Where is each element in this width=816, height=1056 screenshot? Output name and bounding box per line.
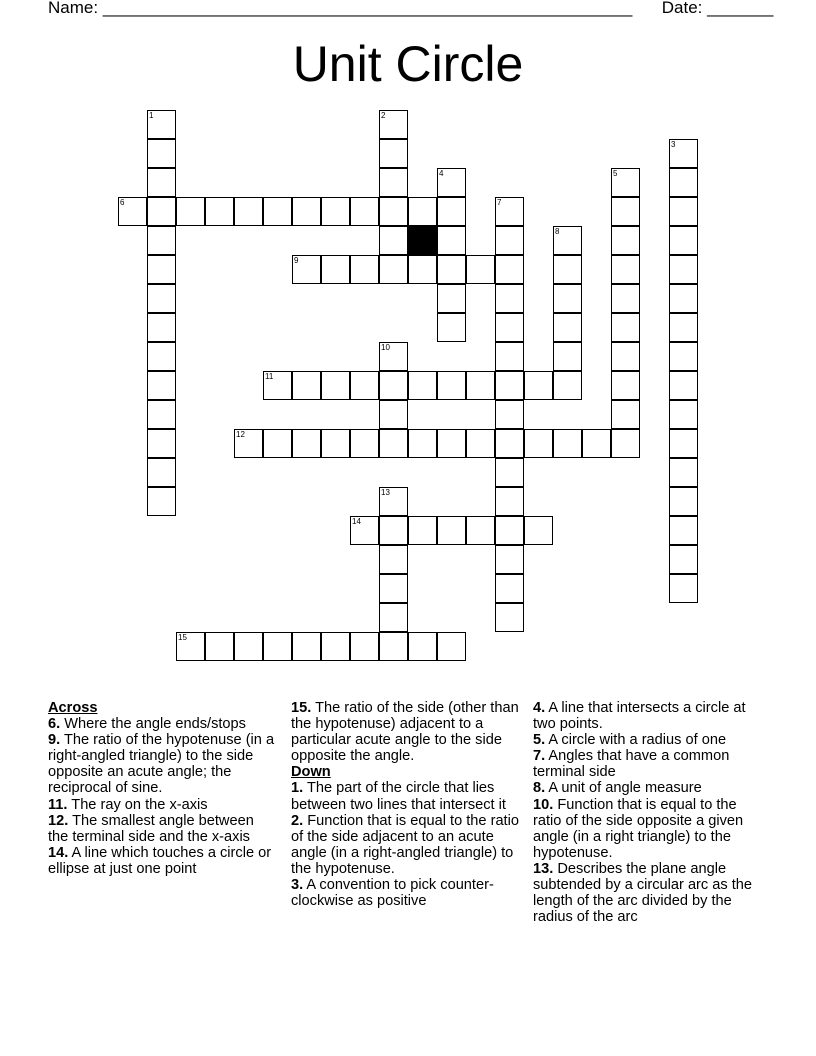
grid-cell[interactable] — [147, 197, 176, 226]
grid-cell[interactable] — [437, 197, 466, 226]
grid-cell[interactable] — [321, 632, 350, 661]
clues-column-2 — [291, 700, 526, 909]
grid-cell[interactable] — [379, 487, 408, 516]
name-label: Name: — [48, 0, 99, 17]
grid-cell[interactable] — [437, 371, 466, 400]
grid-cell[interactable] — [495, 574, 524, 603]
grid-cell[interactable] — [118, 197, 147, 226]
clue-number: 4 — [439, 169, 444, 178]
black-square — [408, 226, 437, 255]
clue-number: 15 — [178, 633, 187, 642]
clue-number: 6 — [120, 198, 125, 207]
grid-cell[interactable] — [437, 284, 466, 313]
grid-cell[interactable] — [611, 197, 640, 226]
grid-cell[interactable] — [553, 342, 582, 371]
grid-cell[interactable] — [147, 110, 176, 139]
grid-cell[interactable] — [147, 342, 176, 371]
grid-cell[interactable] — [495, 284, 524, 313]
grid-cell[interactable] — [495, 603, 524, 632]
clue-number: 7 — [497, 198, 502, 207]
grid-cell[interactable] — [495, 342, 524, 371]
grid-cell[interactable] — [611, 400, 640, 429]
grid-cell[interactable] — [205, 632, 234, 661]
clue-number: 13 — [381, 488, 390, 497]
grid-cell[interactable] — [466, 516, 495, 545]
grid-cell[interactable] — [524, 516, 553, 545]
down-clue-13: 13. Describes the plane angle subtended by a circular arc as the length of the arc divided by the radius of the arc — [533, 860, 753, 926]
grid-cell[interactable] — [379, 545, 408, 574]
grid-cell[interactable] — [495, 226, 524, 255]
grid-cell[interactable] — [669, 400, 698, 429]
grid-cell[interactable] — [292, 197, 321, 226]
grid-cell[interactable] — [292, 632, 321, 661]
down-clue-10: 10. Function that is equal to the ratio of the side opposite a given angle (in a right triangle) to the hypotenuse. — [533, 796, 744, 861]
grid-cell[interactable] — [437, 429, 466, 458]
grid-cell[interactable] — [524, 371, 553, 400]
across-clue-11: 11. The ray on the x-axis — [48, 796, 208, 813]
grid-cell[interactable] — [495, 400, 524, 429]
grid-cell[interactable] — [147, 371, 176, 400]
grid-cell[interactable] — [205, 197, 234, 226]
grid-cell[interactable] — [408, 516, 437, 545]
grid-cell[interactable] — [466, 255, 495, 284]
grid-cell[interactable] — [669, 139, 698, 168]
grid-cell[interactable] — [408, 197, 437, 226]
grid-cell[interactable] — [350, 255, 379, 284]
down-clue-7: 7. Angles that have a common terminal side — [533, 748, 730, 781]
grid-cell[interactable] — [611, 429, 640, 458]
grid-cell[interactable] — [379, 110, 408, 139]
grid-cell[interactable] — [234, 197, 263, 226]
grid-cell[interactable] — [495, 371, 524, 400]
grid-cell[interactable] — [379, 371, 408, 400]
grid-cell[interactable] — [437, 226, 466, 255]
grid-cell[interactable] — [466, 371, 495, 400]
grid-cell[interactable] — [147, 139, 176, 168]
grid-cell[interactable] — [553, 255, 582, 284]
grid-cell[interactable] — [379, 168, 408, 197]
down-clue-8: 8. A unit of angle measure — [533, 780, 702, 797]
down-clue-3: 3. A convention to pick counter-clockwise as positive — [291, 877, 494, 910]
clue-number: 11 — [265, 372, 274, 381]
clue-number: 3 — [671, 140, 676, 149]
grid-cell[interactable] — [495, 458, 524, 487]
grid-cell[interactable] — [495, 313, 524, 342]
grid-cell[interactable] — [379, 226, 408, 255]
grid-cell[interactable] — [379, 342, 408, 371]
grid-cell[interactable] — [176, 632, 205, 661]
grid-cell[interactable] — [669, 342, 698, 371]
grid-cell[interactable] — [437, 168, 466, 197]
grid-cell[interactable] — [495, 545, 524, 574]
grid-cell[interactable] — [263, 429, 292, 458]
clue-number: 9 — [294, 256, 299, 265]
grid-cell[interactable] — [611, 313, 640, 342]
grid-cell[interactable] — [611, 284, 640, 313]
grid-cell[interactable] — [495, 429, 524, 458]
grid-cell[interactable] — [147, 168, 176, 197]
grid-cell[interactable] — [292, 255, 321, 284]
grid-cell[interactable] — [263, 197, 292, 226]
grid-cell[interactable] — [350, 197, 379, 226]
grid-cell[interactable] — [379, 429, 408, 458]
grid-cell[interactable] — [379, 603, 408, 632]
grid-cell[interactable] — [437, 516, 466, 545]
grid-cell[interactable] — [379, 197, 408, 226]
across-clue-6: 6. Where the angle ends/stops — [48, 716, 246, 733]
grid-cell[interactable] — [321, 255, 350, 284]
grid-cell[interactable] — [408, 371, 437, 400]
grid-cell[interactable] — [495, 487, 524, 516]
grid-cell[interactable] — [147, 226, 176, 255]
grid-cell[interactable] — [553, 429, 582, 458]
grid-cell[interactable] — [553, 226, 582, 255]
grid-cell[interactable] — [350, 371, 379, 400]
grid-cell[interactable] — [669, 545, 698, 574]
clue-number: 2 — [381, 111, 386, 120]
grid-cell[interactable] — [147, 487, 176, 516]
down-heading: Down — [291, 764, 331, 781]
grid-cell[interactable] — [495, 516, 524, 545]
across-heading: Across — [48, 700, 98, 716]
grid-cell[interactable] — [669, 487, 698, 516]
across-clue-14: 14. A line which touches a circle or ellipse at just one point — [48, 844, 272, 877]
grid-cell[interactable] — [176, 197, 205, 226]
down-clue-1: 1. The part of the circle that lies between two lines that intersect it — [291, 780, 506, 813]
grid-cell[interactable] — [669, 516, 698, 545]
grid-cell[interactable] — [495, 197, 524, 226]
grid-cell[interactable] — [379, 400, 408, 429]
grid-cell[interactable] — [408, 255, 437, 284]
grid-cell[interactable] — [408, 429, 437, 458]
grid-cell[interactable] — [379, 139, 408, 168]
grid-cell[interactable] — [669, 313, 698, 342]
grid-cell[interactable] — [147, 313, 176, 342]
across-clue-15: 15. The ratio of the side (other than the hypotenuse) adjacent to a particular acute angle to the side opposite the angle. — [291, 700, 519, 765]
grid-cell[interactable] — [611, 255, 640, 284]
date-blank[interactable]: _______ — [707, 0, 774, 17]
grid-cell[interactable] — [582, 429, 611, 458]
grid-cell[interactable] — [147, 255, 176, 284]
clues-column-3 — [533, 700, 768, 925]
grid-cell[interactable] — [379, 516, 408, 545]
grid-cell[interactable] — [263, 371, 292, 400]
grid-cell[interactable] — [379, 574, 408, 603]
clue-number: 1 — [149, 111, 154, 120]
grid-cell[interactable] — [611, 168, 640, 197]
grid-cell[interactable] — [234, 632, 263, 661]
grid-cell[interactable] — [321, 371, 350, 400]
grid-cell[interactable] — [669, 429, 698, 458]
clue-number: 10 — [381, 343, 390, 352]
grid-cell[interactable] — [669, 284, 698, 313]
grid-cell[interactable] — [553, 313, 582, 342]
grid-cell[interactable] — [350, 429, 379, 458]
clues-column-1 — [48, 700, 278, 877]
grid-cell[interactable] — [437, 632, 466, 661]
clue-number: 5 — [613, 169, 618, 178]
grid-cell[interactable] — [669, 371, 698, 400]
grid-cell[interactable] — [147, 458, 176, 487]
name-blank[interactable]: ________________________________________________________ — [102, 0, 633, 17]
down-clue-5: 5. A circle with a radius of one — [533, 732, 727, 749]
grid-cell[interactable] — [321, 197, 350, 226]
grid-cell[interactable] — [495, 255, 524, 284]
grid-cell[interactable] — [147, 429, 176, 458]
date-label: Date: — [661, 0, 703, 17]
grid-cell[interactable] — [147, 284, 176, 313]
grid-cell[interactable] — [234, 429, 263, 458]
grid-cell[interactable] — [669, 255, 698, 284]
grid-cell[interactable] — [524, 429, 553, 458]
clue-number: 8 — [555, 227, 560, 236]
grid-cell[interactable] — [669, 226, 698, 255]
across-clue-12: 12. The smallest angle between the terminal side and the x-axis — [48, 812, 254, 845]
grid-cell[interactable] — [553, 371, 582, 400]
grid-cell[interactable] — [466, 429, 495, 458]
grid-cell[interactable] — [669, 197, 698, 226]
clue-number: 14 — [352, 517, 361, 526]
page-title: Unit Circle — [292, 36, 524, 92]
grid-cell[interactable] — [669, 458, 698, 487]
grid-cell[interactable] — [321, 429, 350, 458]
grid-cell[interactable] — [669, 168, 698, 197]
grid-cell[interactable] — [292, 371, 321, 400]
grid-cell[interactable] — [437, 313, 466, 342]
clue-number: 12 — [236, 430, 245, 439]
grid-cell[interactable] — [437, 255, 466, 284]
grid-cell[interactable] — [379, 255, 408, 284]
grid-cell[interactable] — [611, 371, 640, 400]
grid-cell[interactable] — [611, 226, 640, 255]
grid-cell[interactable] — [611, 342, 640, 371]
grid-cell[interactable] — [292, 429, 321, 458]
grid-cell[interactable] — [553, 284, 582, 313]
grid-cell[interactable] — [379, 632, 408, 661]
grid-cell[interactable] — [263, 632, 292, 661]
grid-cell[interactable] — [669, 574, 698, 603]
across-clue-9: 9. The ratio of the hypotenuse (in a right-angled triangle) to the side opposite an acute angle; the reciprocal of sine. — [48, 732, 275, 797]
down-clue-4: 4. A line that intersects a circle at two points. — [533, 700, 746, 733]
grid-cell[interactable] — [147, 400, 176, 429]
down-clue-2: 2. Function that is equal to the ratio of the side adjacent to an acute angle (in a right-angled triangle) to the hypotenuse. — [291, 812, 519, 877]
grid-cell[interactable] — [350, 516, 379, 545]
grid-cell[interactable] — [408, 632, 437, 661]
grid-cell[interactable] — [350, 632, 379, 661]
